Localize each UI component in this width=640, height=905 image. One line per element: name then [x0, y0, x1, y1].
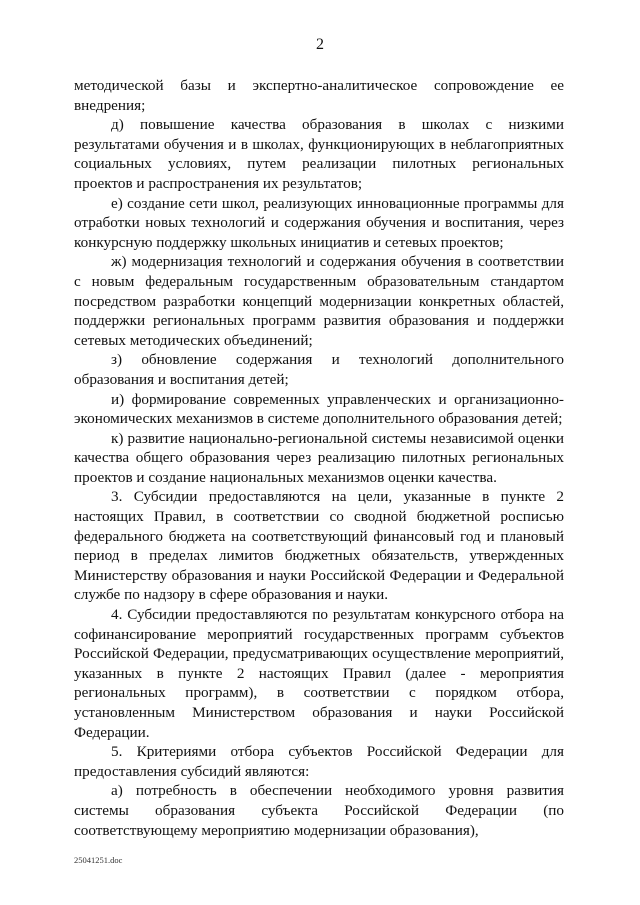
paragraph: 5. Критериями отбора субъектов Российской Федерации для предоставления субсидий являются: [74, 743, 564, 780]
page-number: 2 [316, 36, 324, 53]
paragraph: методической базы и экспертно-аналитическое сопровождение ее внедрения; [74, 77, 564, 114]
document-file-code: 25041251.doc [74, 855, 123, 865]
paragraph: е) создание сети школ, реализующих инновационные программы для отработки новых технологий и содержания обучения и воспитания, через конкурсную поддержку школьных инициатив и сетевых проектов; [74, 194, 564, 251]
paragraph: ж) модернизация технологий и содержания обучения в соответствии с новым федеральным государственным образовательным стандартом посредством разработки концепций модернизации конкретных областей, поддержки региональных программ развития образования и поддержки сетевых методических объединений; [74, 253, 564, 349]
paragraph: з) обновление содержания и технологий дополнительного образования и воспитания детей; [74, 351, 564, 388]
paragraph: к) развитие национально-региональной системы независимой оценки качества общего образования через реализацию пилотных региональных проектов и создание национальных механизмов оценки качества. [74, 429, 564, 486]
document-body [74, 76, 564, 840]
paragraph: и) формирование современных управленческих и организационно-экономических механизмов в системе дополнительного образования детей; [74, 390, 564, 428]
paragraph: а) потребность в обеспечении необходимого уровня развития системы образования субъекта Российской Федерации (по соответствующему мероприятию модернизации образования), [74, 782, 564, 839]
paragraph: 4. Субсидии предоставляются по результатам конкурсного отбора на софинансирование мероприятий государственных программ субъектов Российской Федерации, предусматривающих осуществление мероприятий, указанных в пункте 2 настоящих Правил (далее - мероприятия региональных программ), в соответствии с порядком отбора, установленным Министерством образования и науки Российской Федерации. [74, 606, 564, 741]
paragraph: 3. Субсидии предоставляются на цели, указанные в пункте 2 настоящих Правил, в соответствии со сводной бюджетной росписью федерального бюджета на соответствующий финансовый год и плановый период в пределах лимитов бюджетных обязательств, утвержденных Министерству образования и науки Российской Федерации и Федеральной службе по надзору в сфере образования и науки. [74, 488, 564, 604]
paragraph: д) повышение качества образования в школах с низкими результатами обучения и в школах, функционирующих в неблагоприятных социальных условиях, путем реализации пилотных региональных проектов и распространения их результатов; [74, 116, 564, 192]
